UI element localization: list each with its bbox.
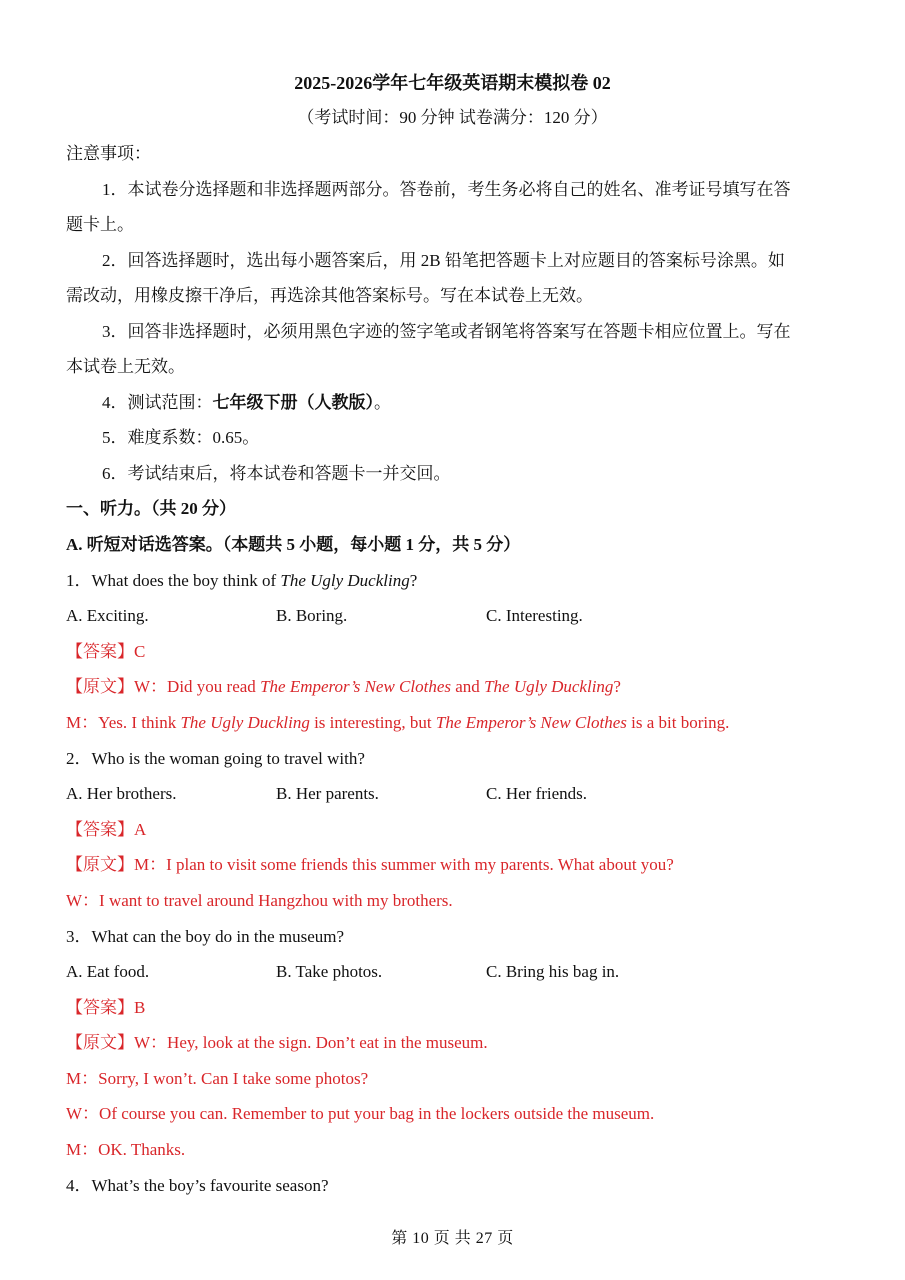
q2-option-c: C. Her friends.	[486, 784, 588, 803]
q1-t1-end: ?	[613, 677, 621, 696]
q2-option-a: A. Her brothers.	[66, 784, 177, 803]
note-4-suffix: 。	[374, 393, 391, 412]
q1-t1-title-1: The Emperor’s New Clothes	[260, 677, 452, 696]
q1-option-a: A. Exciting.	[66, 606, 149, 625]
q3-transcript-3: W：Of course you can. Remember to put your bag in the lockers outside the museum.	[66, 1104, 655, 1123]
q2-transcript-2: W：I want to travel around Hangzhou with my brothers.	[66, 891, 453, 910]
note-3-line-1: 3．回答非选择题时，必须用黑色字迹的签字笔或者钢笔将答案写在答题卡相应位置上。写在	[102, 322, 791, 341]
section-heading: 一、听力。（共 20 分）	[66, 499, 236, 518]
note-5: 5．难度系数：0.65。	[102, 428, 260, 447]
q1-option-b: B. Boring.	[276, 606, 348, 625]
note-4-prefix: 4．测试范围：	[102, 393, 213, 412]
q1-t1-title-2: The Ugly Duckling	[484, 677, 614, 696]
q2-option-b: B. Her parents.	[276, 784, 379, 803]
q3-option-c: C. Bring his bag in.	[486, 962, 620, 981]
q1-t2-c: is a bit boring.	[626, 713, 730, 732]
q1-transcript-2	[66, 712, 845, 734]
q2-answer: 【答案】A	[66, 820, 147, 839]
page-number: 第 10 页 共 27 页	[391, 1230, 514, 1247]
note-4	[102, 392, 845, 414]
part-a-heading: A. 听短对话选答案。（本题共 5 小题，每小题 1 分，共 5 分）	[66, 535, 521, 554]
exam-title: 2025-2026学年七年级英语期末模拟卷 02	[294, 73, 611, 93]
note-2-line-1: 2．回答选择题时，选出每小题答案后，用 2B 铅笔把答题卡上对应题目的答案标号涂黑。如	[102, 251, 785, 270]
q1-answer: 【答案】C	[66, 642, 146, 661]
note-3-line-2: 本试卷上无效。	[66, 357, 185, 376]
question-1-stem	[66, 570, 845, 592]
question-4-stem: 4．What’s the boy’s favourite season?	[66, 1176, 329, 1195]
q1-option-c: C. Interesting.	[486, 606, 583, 625]
question-2-stem: 2．Who is the woman going to travel with?	[66, 749, 365, 768]
notes-heading: 注意事项：	[66, 144, 151, 163]
q3-option-b: B. Take photos.	[276, 962, 383, 981]
note-1-line-1: 1．本试卷分选择题和非选择题两部分。答卷前，考生务必将自己的姓名、准考证号填写在答	[102, 180, 791, 199]
note-6: 6．考试结束后，将本试卷和答题卡一并交回。	[102, 464, 451, 483]
question-3-stem: 3．What can the boy do in the museum?	[66, 927, 345, 946]
q1-t2-title-1: The Ugly Duckling	[180, 713, 310, 732]
q1-t1-label: 【原文】W：Did you read	[66, 677, 261, 696]
q3-option-a: A. Eat food.	[66, 962, 150, 981]
q2-transcript-1: 【原文】M：I plan to visit some friends this summer with my parents. What about you?	[66, 855, 674, 874]
q1-t2-b: is interesting, but	[309, 713, 436, 732]
exam-subtitle: （考试时间：90 分钟 试卷满分：120 分）	[297, 108, 608, 127]
q3-transcript-4: M：OK. Thanks.	[66, 1140, 186, 1159]
q1-stem-suffix: ?	[409, 571, 418, 590]
q1-t1-mid: and	[451, 677, 485, 696]
note-2-line-2: 需改动，用橡皮擦干净后，再选涂其他答案标号。写在本试卷上无效。	[66, 286, 593, 305]
q3-transcript-2: M：Sorry, I won’t. Can I take some photos?	[66, 1069, 369, 1088]
q1-stem-prefix: 1．What does the boy think of	[66, 571, 281, 590]
note-1-line-2: 题卡上。	[66, 215, 134, 234]
q1-transcript-1	[66, 676, 845, 698]
note-4-scope: 七年级下册（人教版）	[212, 393, 374, 412]
q3-answer: 【答案】B	[66, 998, 146, 1017]
q1-t2-title-2: The Emperor’s New Clothes	[435, 713, 627, 732]
q1-t2-a: M：Yes. I think	[66, 713, 181, 732]
q3-transcript-1: 【原文】W：Hey, look at the sign. Don’t eat in the museum.	[66, 1033, 488, 1052]
q1-stem-title: The Ugly Duckling	[280, 571, 410, 590]
